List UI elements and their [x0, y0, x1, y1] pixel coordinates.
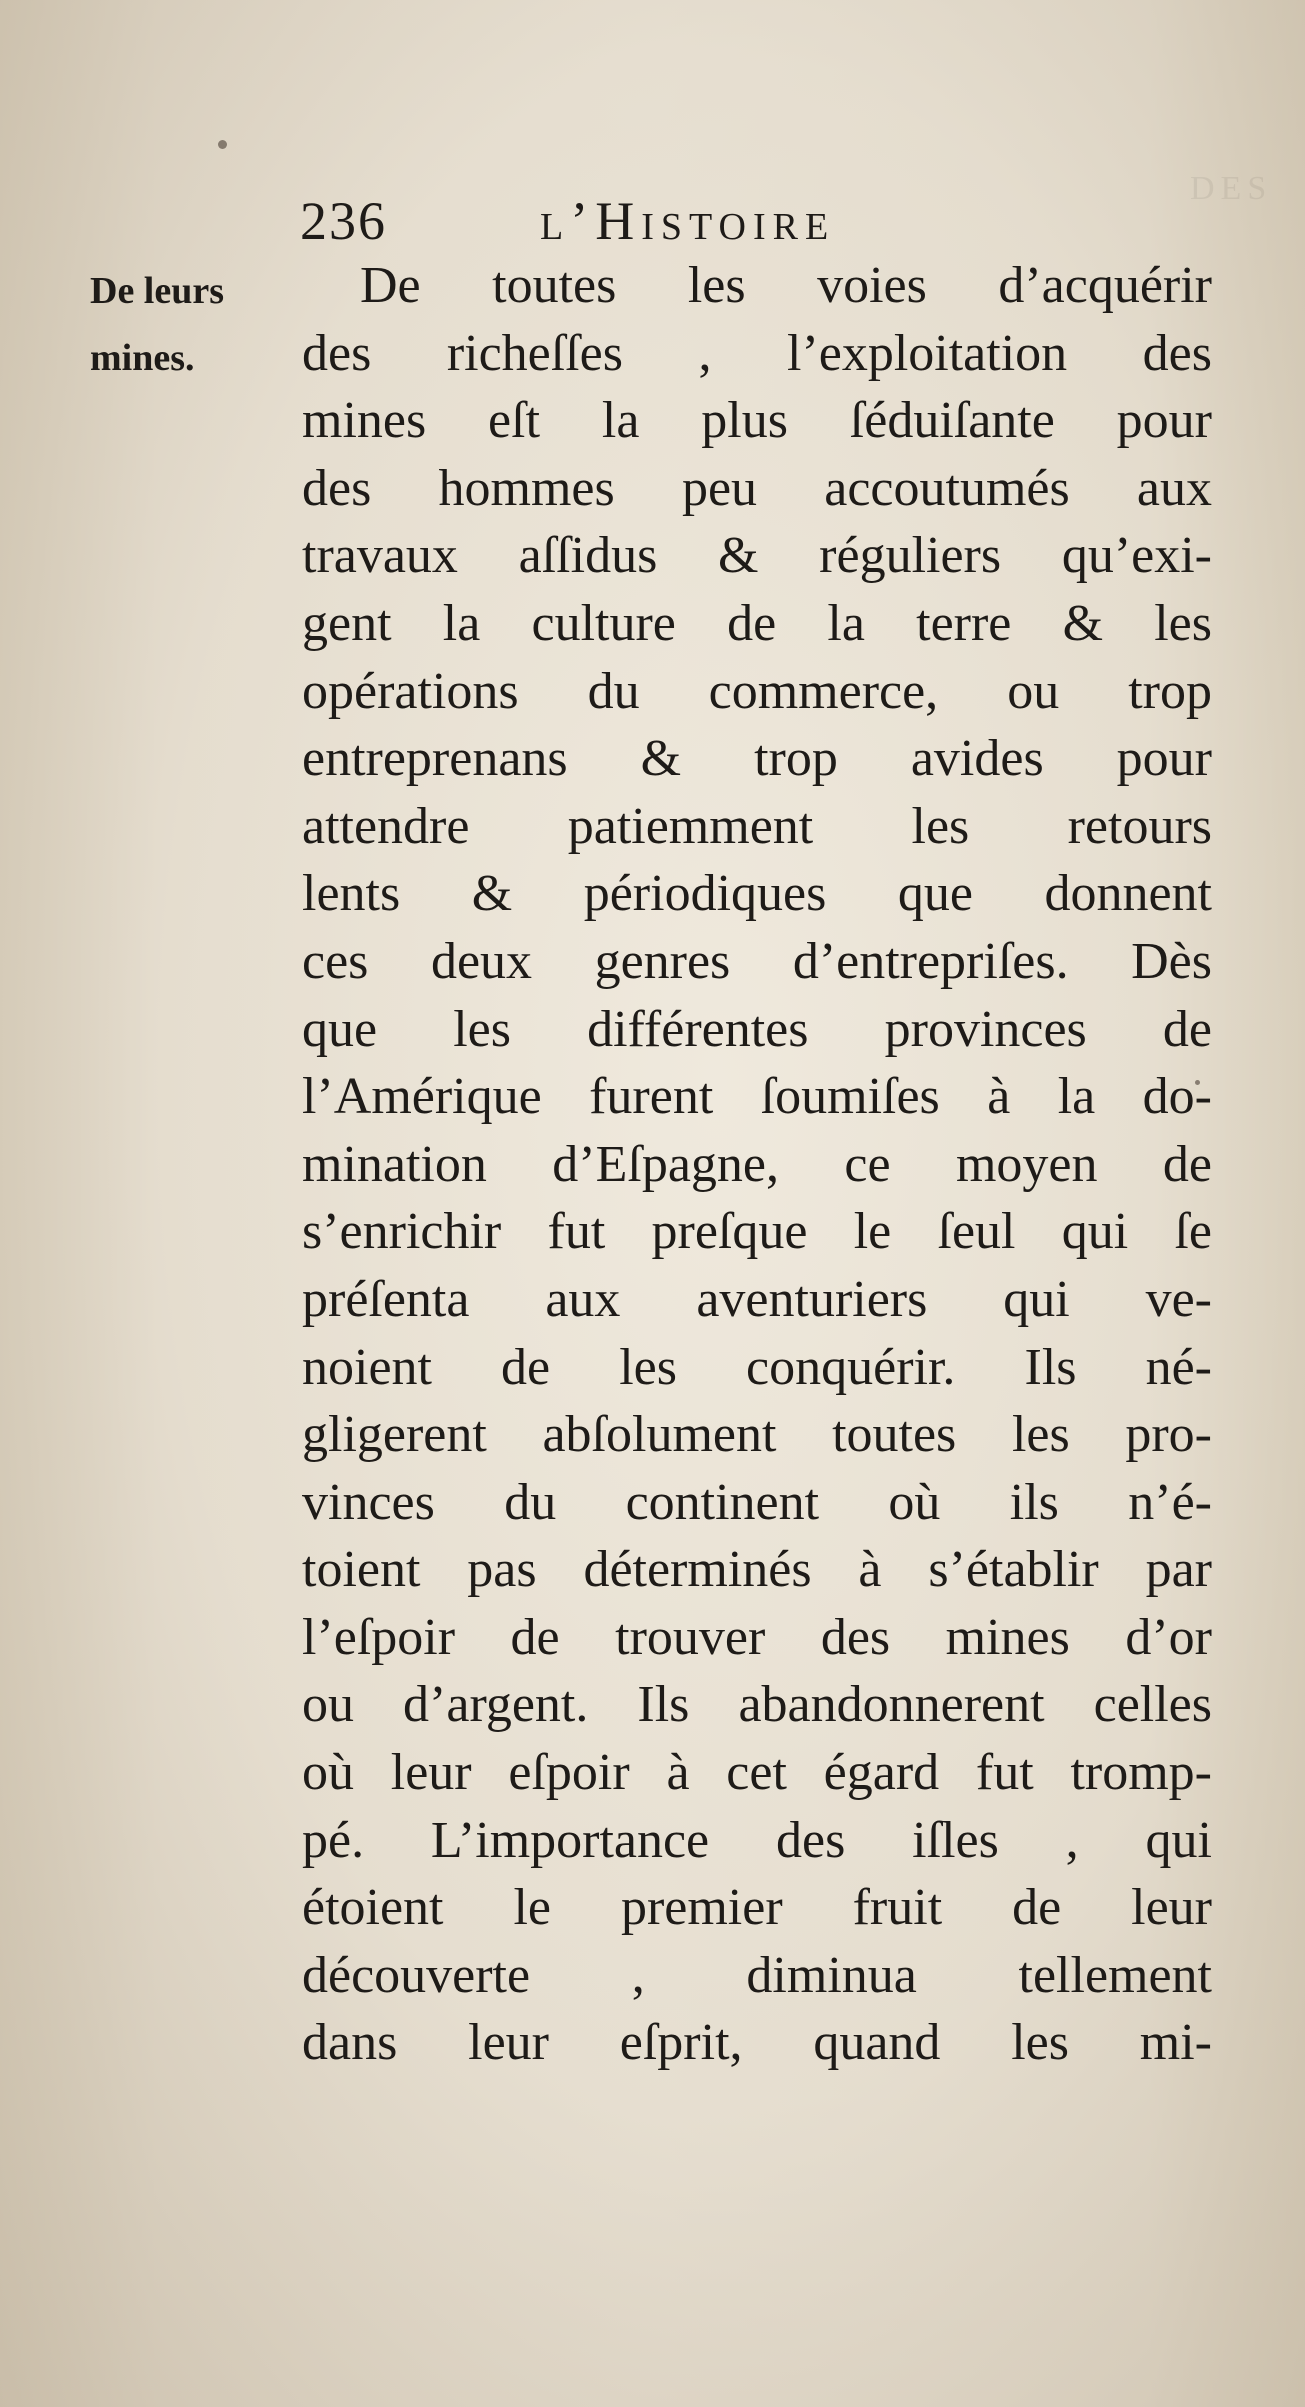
marginal-note [90, 258, 295, 392]
text-line: gligerent abſolument toutes les pro- [302, 1406, 1212, 1464]
text-line: des hommes peu accoutumés aux [302, 459, 1212, 517]
text-line: préſenta aux aventuriers qui ve- [302, 1270, 1212, 1328]
text-line: mines eſt la plus ſéduiſante pour [302, 392, 1212, 450]
text-line: opérations du commerce, ou trop [302, 662, 1212, 720]
text-line: l’eſpoir de trouver des mines d’or [302, 1608, 1212, 1666]
marginal-note-line: De leurs [90, 270, 225, 312]
page-header [0, 186, 1305, 256]
text-line: s’enrichir fut preſque le ſeul qui ſe [302, 1203, 1212, 1261]
text-line: où leur eſpoir à cet égard fut tromp- [302, 1744, 1212, 1802]
text-line: découverte , diminua tellement [302, 1946, 1212, 2004]
bleed-through-text: DES [1190, 170, 1273, 207]
running-title: l’Histoire [540, 191, 836, 251]
text-line: mination d’Eſpagne, ce moyen de [302, 1135, 1212, 1193]
text-line: dans leur eſprit, quand les mi- [302, 2014, 1212, 2072]
page-number: 236 [300, 191, 387, 251]
text-line: De toutes les voies d’acquérir [360, 257, 1212, 314]
text-line: étoient le premier fruit de leur [302, 1879, 1212, 1937]
text-line: travaux aſſidus & réguliers qu’exi- [302, 527, 1212, 585]
text-line: vinces du continent où ils n’é- [302, 1473, 1212, 1531]
text-line: ces deux genres d’entrepriſes. Dès [302, 932, 1212, 990]
text-line: gent la culture de la terre & les [302, 594, 1212, 652]
text-line: noient de les conquérir. Ils né- [302, 1338, 1212, 1396]
text-line: l’Amérique furent ſoumiſes à la do- [302, 1068, 1212, 1126]
text-line: entreprenans & trop avides pour [302, 730, 1212, 788]
text-line: ou d’argent. Ils abandonnerent celles [302, 1676, 1212, 1734]
text-line: pé. L’importance des iſles , qui [302, 1811, 1212, 1869]
ink-spot [218, 140, 227, 149]
text-line: des richeſſes , l’exploitation des [302, 324, 1212, 382]
text-line: attendre patiemment les retours [302, 797, 1212, 855]
text-line: toient pas déterminés à s’établir par [302, 1541, 1212, 1599]
text-line: que les différentes provinces de [302, 1000, 1212, 1058]
marginal-note-line: mines. [90, 337, 195, 379]
text-line: lents & périodiques que donnent [302, 865, 1212, 923]
body-text [302, 252, 1212, 2077]
